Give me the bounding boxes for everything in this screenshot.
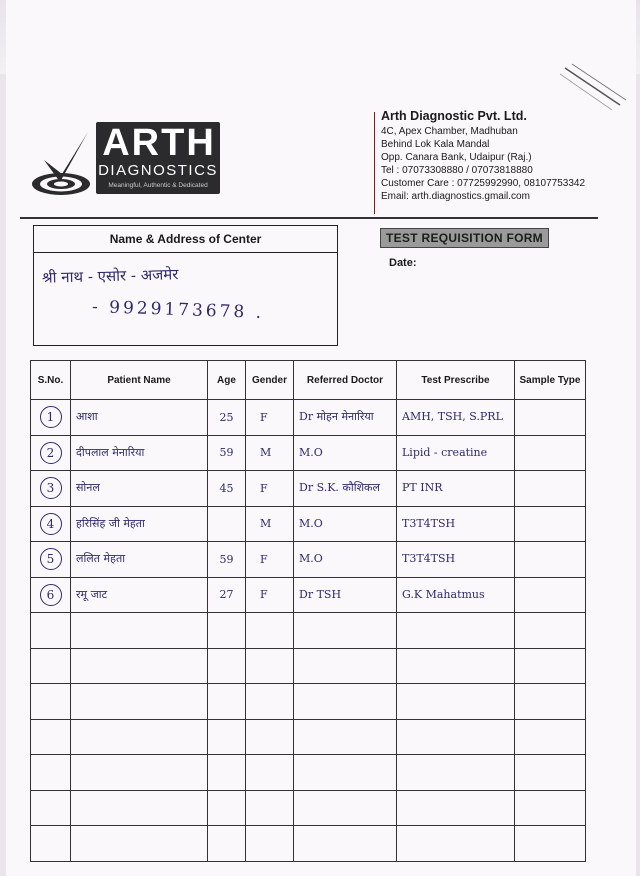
- sample-type-cell: [515, 400, 586, 436]
- sno-cell: [31, 435, 71, 471]
- serial-number: 4: [40, 513, 62, 535]
- empty-cell: [71, 648, 208, 684]
- empty-cell: [397, 755, 515, 791]
- center-box-divider: [34, 252, 337, 253]
- empty-cell: [515, 826, 586, 862]
- patient-name-cell: रमू जाट: [71, 577, 208, 613]
- table-row: [31, 471, 586, 507]
- empty-cell: [515, 648, 586, 684]
- empty-cell: [397, 648, 515, 684]
- logo-tagline: Meaningful, Authentic & Dedicated: [108, 182, 208, 189]
- empty-cell: [208, 790, 246, 826]
- table-row: [31, 577, 586, 613]
- test-cell: G.K Mahatmus: [397, 577, 515, 613]
- serial-number: 5: [40, 548, 62, 570]
- patient-name-cell: दीपलाल मेनारिया: [71, 435, 208, 471]
- gender-cell: F: [246, 400, 294, 436]
- header-patient-name: Patient Name: [71, 361, 208, 400]
- empty-cell: [31, 684, 71, 720]
- empty-table-row: [31, 755, 586, 791]
- doctor-cell: M.O: [294, 506, 397, 542]
- header-rule: [20, 217, 598, 219]
- doctor-cell: Dr TSH: [294, 577, 397, 613]
- table-row: [31, 542, 586, 578]
- test-cell: T3T4TSH: [397, 506, 515, 542]
- header-test-prescribe: Test Prescribe: [397, 361, 515, 400]
- test-cell: Lipid - creatine: [397, 435, 515, 471]
- empty-cell: [397, 826, 515, 862]
- gender-cell: F: [246, 577, 294, 613]
- form-title-badge: TEST REQUISITION FORM: [380, 228, 549, 248]
- table-row: [31, 506, 586, 542]
- company-info: [381, 108, 631, 204]
- serial-number: 1: [40, 406, 62, 428]
- empty-cell: [515, 755, 586, 791]
- empty-cell: [397, 719, 515, 755]
- empty-cell: [515, 719, 586, 755]
- gender-cell: F: [246, 471, 294, 507]
- logo-word-diagnostics: DIAGNOSTICS: [98, 162, 218, 179]
- patient-name-cell: ललित मेहता: [71, 542, 208, 578]
- gender-cell: F: [246, 542, 294, 578]
- center-address-box: [33, 225, 338, 346]
- doctor-cell: Dr मोहन मेनारिया: [294, 400, 397, 436]
- address-line: Behind Lok Kala Mandal: [381, 139, 490, 150]
- empty-cell: [515, 684, 586, 720]
- empty-cell: [31, 613, 71, 649]
- empty-cell: [246, 613, 294, 649]
- customer-care: Customer Care : 07725992990, 08107753342: [381, 178, 586, 189]
- empty-cell: [246, 648, 294, 684]
- empty-cell: [515, 790, 586, 826]
- empty-cell: [294, 719, 397, 755]
- age-cell: 27: [208, 577, 246, 613]
- empty-cell: [208, 684, 246, 720]
- table-header-row: [31, 361, 586, 400]
- arth-logo: [30, 122, 230, 197]
- logo-wordmark: [96, 122, 220, 194]
- age-cell: 59: [208, 542, 246, 578]
- logo-word-arth: ARTH: [102, 122, 216, 164]
- empty-table-row: [31, 613, 586, 649]
- date-label: Date:: [389, 257, 417, 269]
- patient-name-cell: हरिसिंह जी मेहता: [71, 506, 208, 542]
- empty-cell: [31, 826, 71, 862]
- empty-cell: [208, 826, 246, 862]
- age-cell: [208, 506, 246, 542]
- header-referred-doctor: Referred Doctor: [294, 361, 397, 400]
- empty-cell: [71, 826, 208, 862]
- sample-type-cell: [515, 471, 586, 507]
- empty-table-row: [31, 826, 586, 862]
- serial-number: 2: [40, 442, 62, 464]
- telephone: Tel : 07073308880 / 07073818880: [381, 165, 533, 176]
- empty-cell: [246, 826, 294, 862]
- empty-cell: [246, 755, 294, 791]
- sno-cell: [31, 577, 71, 613]
- empty-cell: [71, 613, 208, 649]
- empty-cell: [208, 755, 246, 791]
- empty-cell: [31, 755, 71, 791]
- center-handwritten-name: श्री नाथ - एसोर - अजमेर: [41, 265, 179, 287]
- age-cell: 59: [208, 435, 246, 471]
- center-box-title: Name & Address of Center: [109, 232, 262, 246]
- address-line: Opp. Canara Bank, Udaipur (Raj.): [381, 152, 532, 163]
- sample-type-cell: [515, 542, 586, 578]
- gender-cell: M: [246, 435, 294, 471]
- sample-type-cell: [515, 435, 586, 471]
- header-age: Age: [208, 361, 246, 400]
- company-name: Arth Diagnostic Pvt. Ltd.: [381, 109, 527, 123]
- doctor-cell: Dr S.K. कौशिकल: [294, 471, 397, 507]
- serial-number: 3: [40, 477, 62, 499]
- sno-cell: [31, 471, 71, 507]
- empty-cell: [31, 790, 71, 826]
- test-cell: AMH, TSH, S.PRL: [397, 400, 515, 436]
- empty-cell: [294, 790, 397, 826]
- sno-cell: [31, 506, 71, 542]
- empty-cell: [246, 684, 294, 720]
- email: Email: arth.diagnostics.gmail.com: [381, 191, 530, 202]
- empty-cell: [31, 648, 71, 684]
- empty-cell: [71, 719, 208, 755]
- empty-table-row: [31, 790, 586, 826]
- empty-cell: [397, 790, 515, 826]
- header-sample-type: Sample Type: [515, 361, 586, 400]
- sno-cell: [31, 542, 71, 578]
- empty-table-row: [31, 719, 586, 755]
- target-check-icon: [30, 130, 92, 198]
- patient-table: [30, 360, 586, 862]
- empty-cell: [208, 648, 246, 684]
- sample-type-cell: [515, 577, 586, 613]
- empty-table-row: [31, 684, 586, 720]
- empty-cell: [397, 613, 515, 649]
- empty-cell: [246, 719, 294, 755]
- sample-type-cell: [515, 506, 586, 542]
- doctor-cell: M.O: [294, 542, 397, 578]
- empty-cell: [294, 613, 397, 649]
- serial-number: 6: [40, 584, 62, 606]
- address-line: 4C, Apex Chamber, Madhuban: [381, 126, 518, 137]
- empty-table-row: [31, 648, 586, 684]
- sno-cell: [31, 400, 71, 436]
- empty-cell: [294, 755, 397, 791]
- empty-cell: [294, 648, 397, 684]
- patient-name-cell: सोनल: [71, 471, 208, 507]
- empty-cell: [208, 613, 246, 649]
- header-sno: S.No.: [31, 361, 71, 400]
- empty-cell: [397, 684, 515, 720]
- doctor-cell: M.O: [294, 435, 397, 471]
- empty-cell: [31, 719, 71, 755]
- empty-cell: [294, 684, 397, 720]
- empty-cell: [208, 719, 246, 755]
- empty-cell: [294, 826, 397, 862]
- age-cell: 25: [208, 400, 246, 436]
- empty-cell: [246, 790, 294, 826]
- age-cell: 45: [208, 471, 246, 507]
- gender-cell: M: [246, 506, 294, 542]
- test-cell: PT INR: [397, 471, 515, 507]
- empty-cell: [515, 613, 586, 649]
- table-row: [31, 400, 586, 436]
- test-cell: T3T4TSH: [397, 542, 515, 578]
- empty-cell: [71, 790, 208, 826]
- patient-name-cell: आशा: [71, 400, 208, 436]
- table-row: [31, 435, 586, 471]
- folded-corner: [560, 60, 630, 110]
- empty-cell: [71, 755, 208, 791]
- center-handwritten-phone: - 9929173678 .: [91, 297, 265, 323]
- empty-cell: [71, 684, 208, 720]
- header-divider: [374, 112, 375, 214]
- header-gender: Gender: [246, 361, 294, 400]
